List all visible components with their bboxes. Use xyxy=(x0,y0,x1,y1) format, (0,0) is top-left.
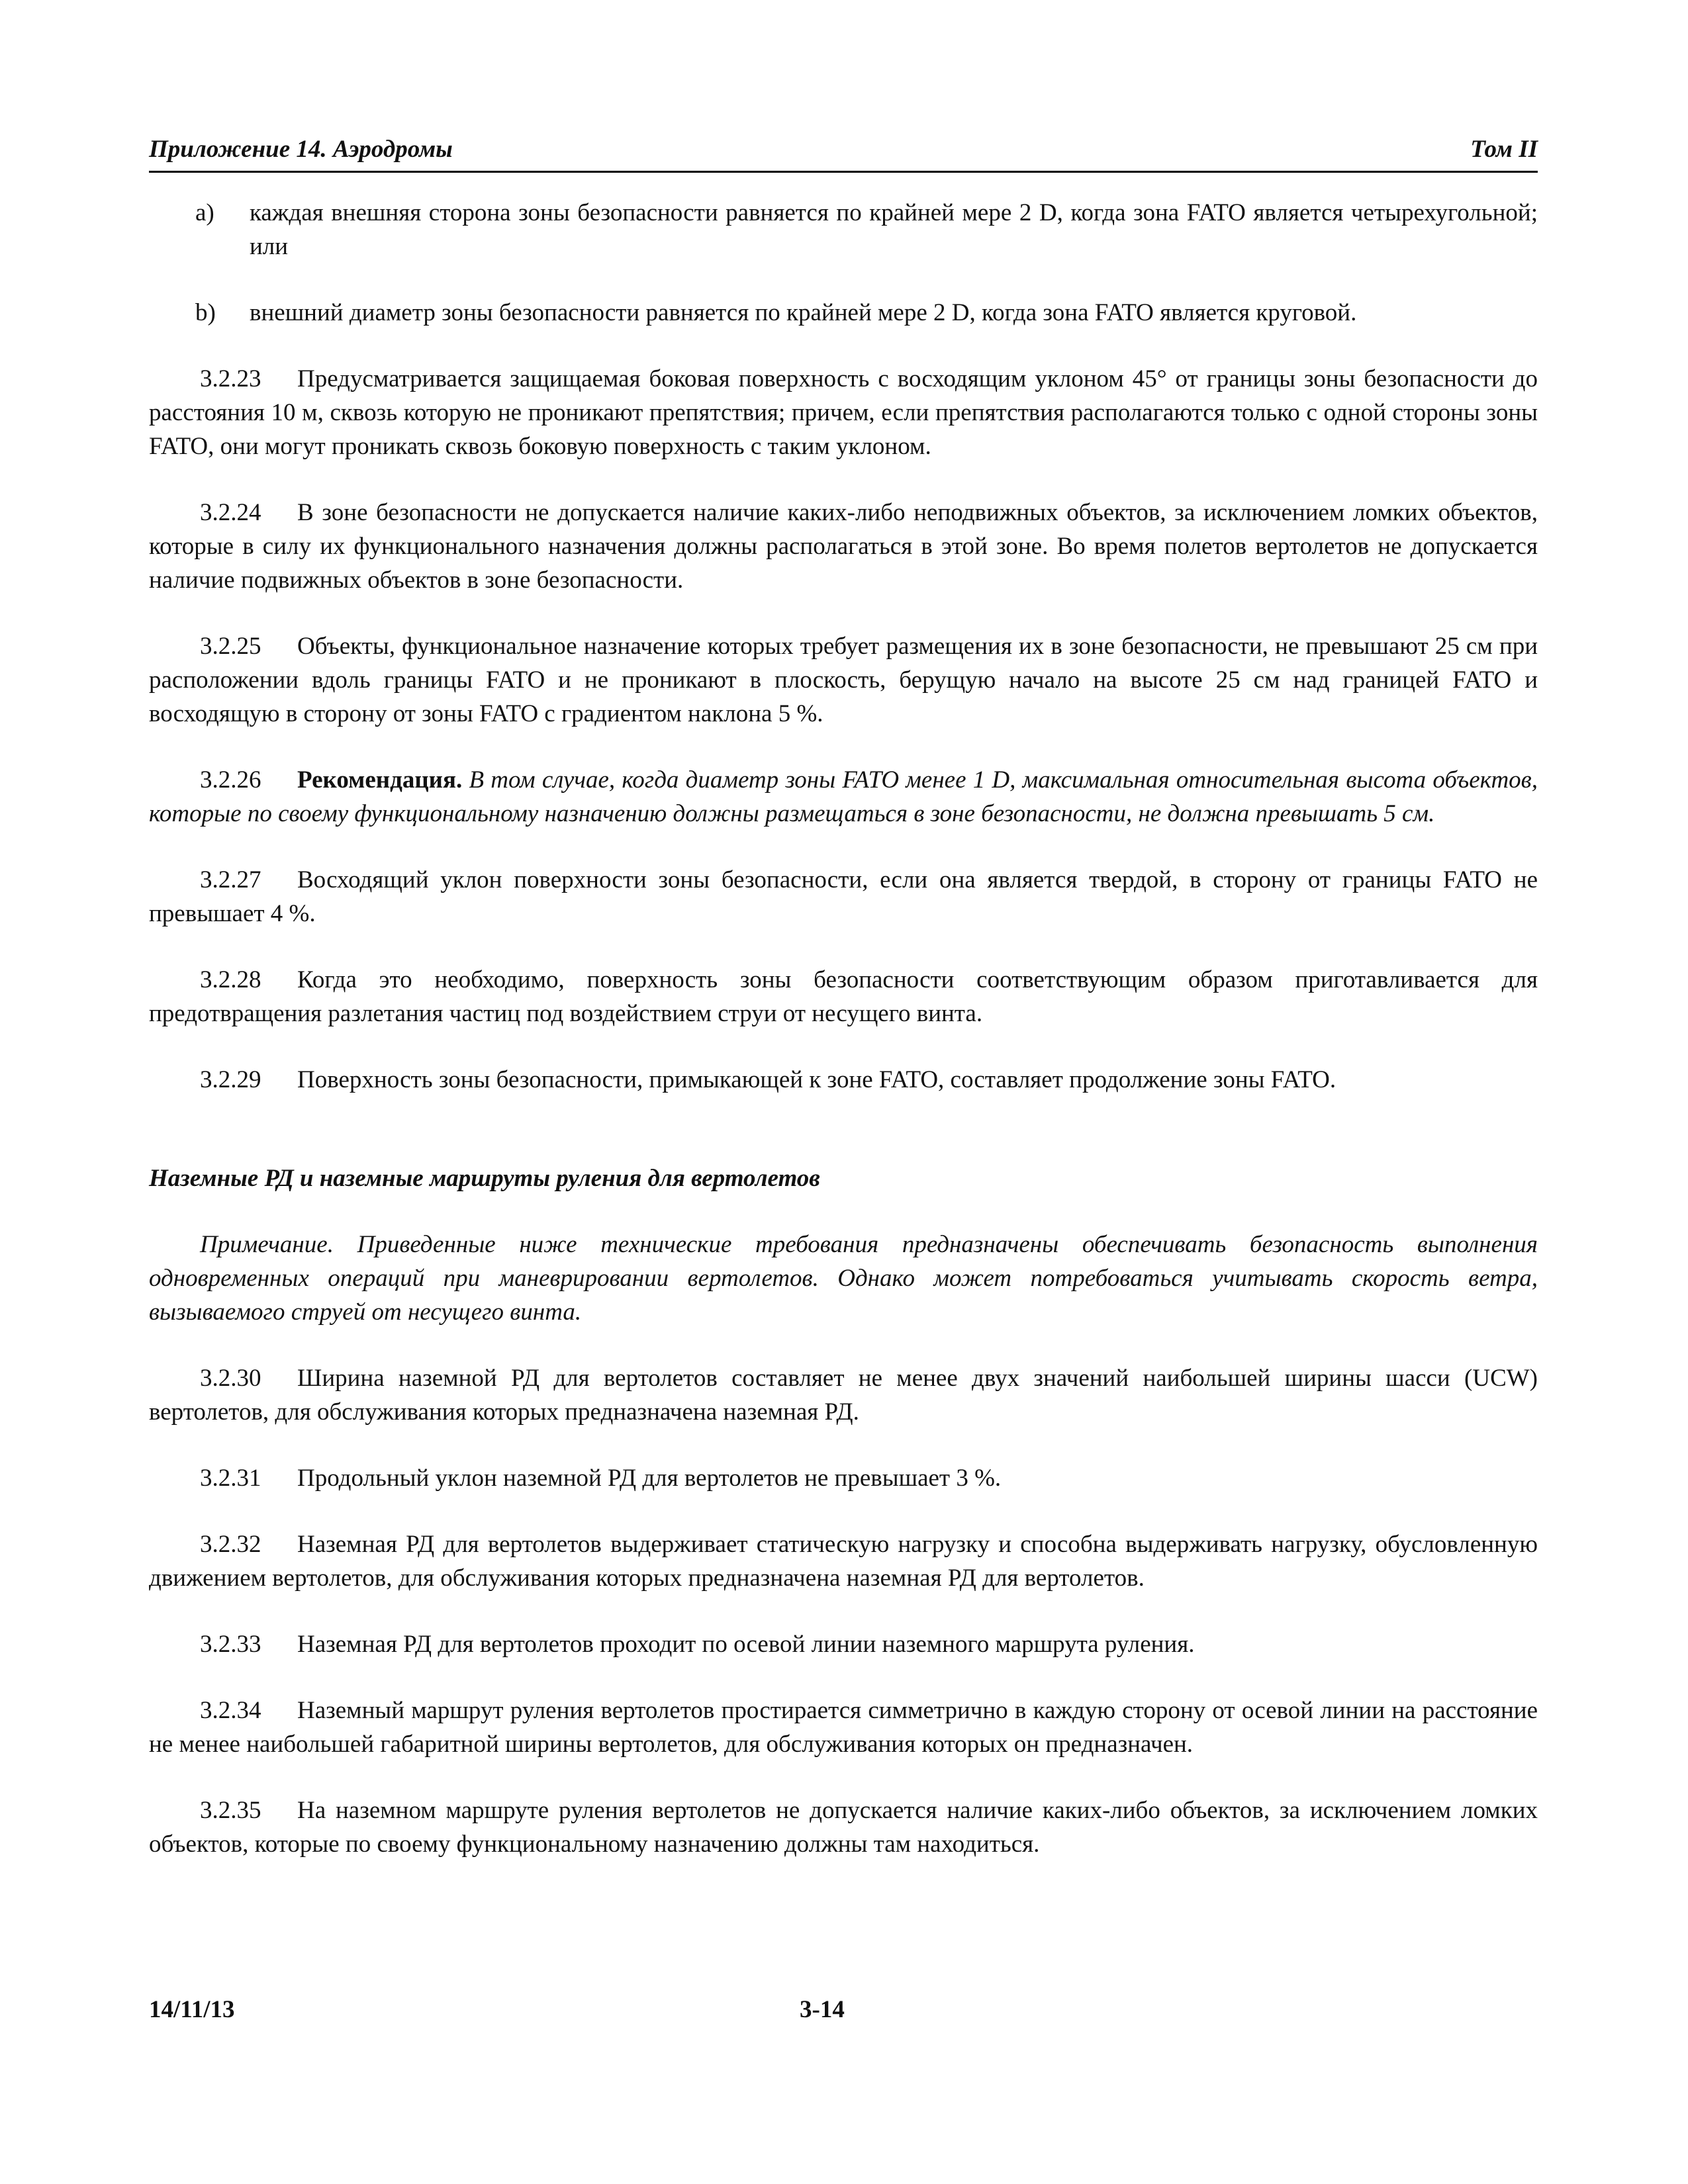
paragraph-3-2-24 xyxy=(149,496,1538,597)
paragraph-number: 3.2.24 xyxy=(200,499,261,526)
paragraph-number: 3.2.26 xyxy=(200,766,261,794)
paragraph-number: 3.2.33 xyxy=(200,1631,261,1658)
paragraph-text: Когда это необходимо, поверхность зоны безопасности соответствующим образом приготавливается для предотвращения разлетания частиц под воздействием струи от несущего винта. xyxy=(149,966,1538,1027)
recommendation-label: Рекомендация. xyxy=(297,766,463,794)
list-item xyxy=(149,196,1538,263)
paragraph-number: 3.2.28 xyxy=(200,966,261,993)
paragraph-text: На наземном маршруте руления вертолетов не допускается наличие каких-либо объектов, за исключением ломких объектов, которые по своему функциональному назначению должны там находиться. xyxy=(149,1797,1538,1858)
paragraph-text: Продольный уклон наземной РД для вертолетов не превышает 3 %. xyxy=(297,1465,1002,1492)
paragraph-text: Ширина наземной РД для вертолетов составляет не менее двух значений наибольшей ширины шасси (UCW) вертолетов, для обслуживания которых предназначена наземная РД. xyxy=(149,1365,1538,1426)
paragraph-3-2-35 xyxy=(149,1794,1538,1861)
paragraph-text: Объекты, функциональное назначение которых требует размещения их в зоне безопасности, не превышают 25 см при расположении вдоль границы FATO и не проникают в плоскость, берущую начало на высоте 25 см над границей FATO и восходящую в сторону от зоны FATO с градиентом наклона 5 %. xyxy=(149,633,1538,727)
paragraph-text: Восходящий уклон поверхности зоны безопасности, если она является твердой, в сторону от границы FATO не превышает 4 %. xyxy=(149,866,1538,927)
paragraph-text: В том случае, когда диаметр зоны FATO менее 1 D, максимальная относительная высота объектов, которые по своему функциональному назначению должны размещаться в зоне безопасности, не должна превышать 5 см. xyxy=(149,766,1538,827)
header-volume: Том II xyxy=(1470,136,1538,163)
header-title: Приложение 14. Аэродромы xyxy=(149,136,453,163)
footer-date: 14/11/13 xyxy=(149,1996,235,2023)
paragraph-number: 3.2.27 xyxy=(200,866,261,893)
paragraph-number: 3.2.35 xyxy=(200,1797,261,1824)
page-content xyxy=(149,196,1538,1861)
paragraph-3-2-31 xyxy=(149,1461,1538,1495)
paragraph-3-2-23 xyxy=(149,362,1538,463)
paragraph-text: В зоне безопасности не допускается наличие каких-либо неподвижных объектов, за исключением ломких объектов, которые в силу их функционального назначения должны располагаться в этой зоне. Во время полетов вертолетов не допускается наличие подвижных объектов в зоне безопасности. xyxy=(149,499,1538,594)
paragraph-3-2-34 xyxy=(149,1694,1538,1761)
paragraph-3-2-30 xyxy=(149,1361,1538,1429)
list-text: внешний диаметр зоны безопасности равняется по крайней мере 2 D, когда зона FATO является круговой. xyxy=(250,299,1357,326)
paragraph-text: Наземный маршрут руления вертолетов простирается симметрично в каждую сторону от осевой линии на расстояние не менее наибольшей габаритной ширины вертолетов, для обслуживания которых он предназначен. xyxy=(149,1697,1538,1758)
paragraph-3-2-33 xyxy=(149,1627,1538,1661)
paragraph-number: 3.2.31 xyxy=(200,1465,261,1492)
list-marker: b) xyxy=(195,299,216,326)
paragraph-number: 3.2.30 xyxy=(200,1365,261,1392)
paragraph-3-2-25 xyxy=(149,629,1538,731)
paragraph-text: Поверхность зоны безопасности, примыкающей к зоне FATO, составляет продолжение зоны FATO. xyxy=(297,1066,1336,1093)
paragraph-number: 3.2.29 xyxy=(200,1066,261,1093)
paragraph-3-2-29 xyxy=(149,1063,1538,1097)
paragraph-number: 3.2.32 xyxy=(200,1531,261,1558)
paragraph-3-2-32 xyxy=(149,1527,1538,1595)
list-text: каждая внешняя сторона зоны безопасности равняется по крайней мере 2 D, когда зона FATO является четырехугольной; или xyxy=(250,199,1538,260)
paragraph-number: 3.2.23 xyxy=(200,365,261,392)
paragraph-3-2-28 xyxy=(149,963,1538,1030)
page-number: 3-14 xyxy=(800,1996,845,2023)
note: Примечание. Приведенные ниже технические требования предназначены обеспечивать безопасность выполнения одновременных операций при маневрировании вертолетов. Однако может потребоваться учитывать скорость ветра, вызываемого струей от несущего винта. xyxy=(149,1231,1538,1326)
paragraph-text: Наземная РД для вертолетов выдерживает статическую нагрузку и способна выдерживать нагрузку, обусловленную движением вертолетов, для обслуживания которых предназначена наземная РД для вертолетов. xyxy=(149,1531,1538,1592)
page-header xyxy=(149,130,1538,173)
section-title: Наземные РД и наземные маршруты руления для вертолетов xyxy=(149,1165,820,1192)
list-item xyxy=(149,296,1538,330)
paragraph-text: Предусматривается защищаемая боковая поверхность с восходящим уклоном 45° от границы зоны безопасности до расстояния 10 м, сквозь которую не проникают препятствия; причем, если препятствия располагаются только с одной стороны зоны FATO, они могут проникать сквозь боковую поверхность с таким уклоном. xyxy=(149,365,1538,460)
list-marker: a) xyxy=(195,199,214,226)
paragraph-number: 3.2.34 xyxy=(200,1697,261,1724)
paragraph-number: 3.2.25 xyxy=(200,633,261,660)
paragraph-3-2-26 xyxy=(149,763,1538,831)
paragraph-text: Наземная РД для вертолетов проходит по осевой линии наземного маршрута руления. xyxy=(297,1631,1195,1658)
paragraph-3-2-27 xyxy=(149,863,1538,931)
